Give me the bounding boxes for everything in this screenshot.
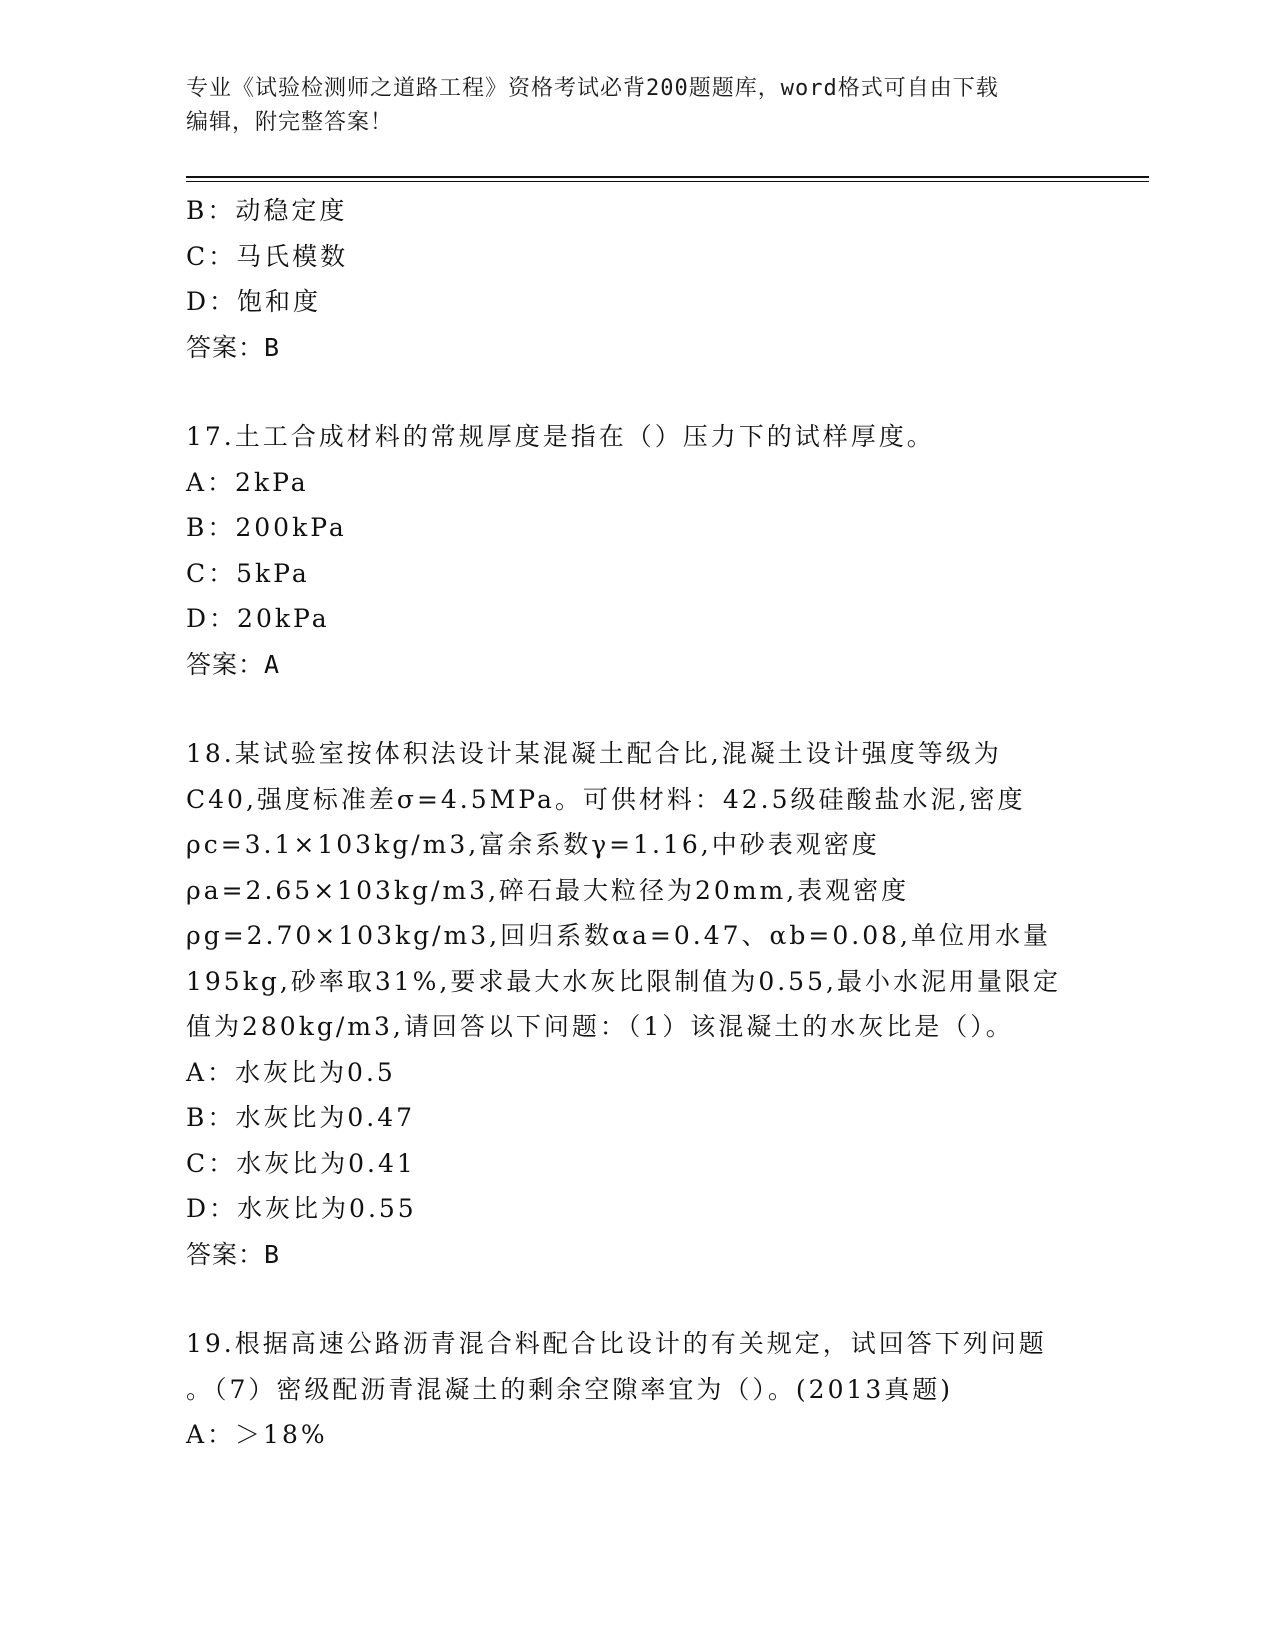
answer: 答案：B xyxy=(186,332,281,362)
question-content xyxy=(186,188,1086,1458)
question-stem-line: 19.根据高速公路沥青混合料配合比设计的有关规定，试回答下列问题 xyxy=(186,1329,1047,1358)
option-a: A：＞18% xyxy=(186,1420,328,1449)
document-header xyxy=(186,72,1086,140)
question-16 xyxy=(186,188,1086,370)
question-19 xyxy=(186,1321,1086,1458)
option-c: C：5kPa xyxy=(186,558,310,588)
option-b: B：水灰比为0.47 xyxy=(186,1103,416,1132)
option-c: C：马氏模数 xyxy=(186,241,349,271)
header-divider-thick xyxy=(186,176,1149,178)
option-b: B：200kPa xyxy=(186,513,347,542)
header-divider-thin xyxy=(186,181,1149,182)
question-17 xyxy=(186,414,1086,687)
option-d: D：水灰比为0.55 xyxy=(186,1194,417,1223)
question-stem: 17.土工合成材料的常规厚度是指在（）压力下的试样厚度。 xyxy=(186,422,935,451)
question-stem-line: 195kg,砂率取31%,要求最大水灰比限制值为0.55,最小水泥用量限定 xyxy=(186,966,1061,996)
question-stem-line: ρg=2.70×103kg/m3,回归系数αa=0.47、αb=0.08,单位用水量 xyxy=(186,921,1051,950)
answer: 答案：B xyxy=(186,1239,281,1269)
question-stem-line: ρa=2.65×103kg/m3,碎石最大粒径为20mm,表观密度 xyxy=(186,875,910,905)
header-line-1: 专业《试验检测师之道路工程》资格考试必背200题题库，word格式可自由下载 xyxy=(186,76,999,101)
option-a: A：2kPa xyxy=(186,467,309,497)
answer: 答案：A xyxy=(186,649,281,679)
question-stem-line: ρc=3.1×103kg/m3,富余系数γ=1.16,中砂表观密度 xyxy=(186,830,880,859)
question-stem-line: C40,强度标准差σ=4.5MPa。可供材料：42.5级硅酸盐水泥,密度 xyxy=(186,784,1026,814)
question-18 xyxy=(186,731,1086,1277)
option-c: C：水灰比为0.41 xyxy=(186,1148,416,1178)
option-a: A：水灰比为0.5 xyxy=(186,1057,396,1087)
option-d: D：饱和度 xyxy=(186,287,322,316)
question-stem-line: 值为280kg/m3,请回答以下问题：（1）该混凝土的水灰比是（）。 xyxy=(186,1012,1014,1041)
question-stem-line: 18.某试验室按体积法设计某混凝土配合比,混凝土设计强度等级为 xyxy=(186,739,1002,768)
question-stem-line: 。（7）密级配沥青混凝土的剩余空隙率宜为（）。(2013真题) xyxy=(186,1374,954,1404)
option-d: D：20kPa xyxy=(186,604,330,633)
option-b: B：动稳定度 xyxy=(186,196,348,225)
header-line-2: 编辑，附完整答案！ xyxy=(186,110,394,135)
